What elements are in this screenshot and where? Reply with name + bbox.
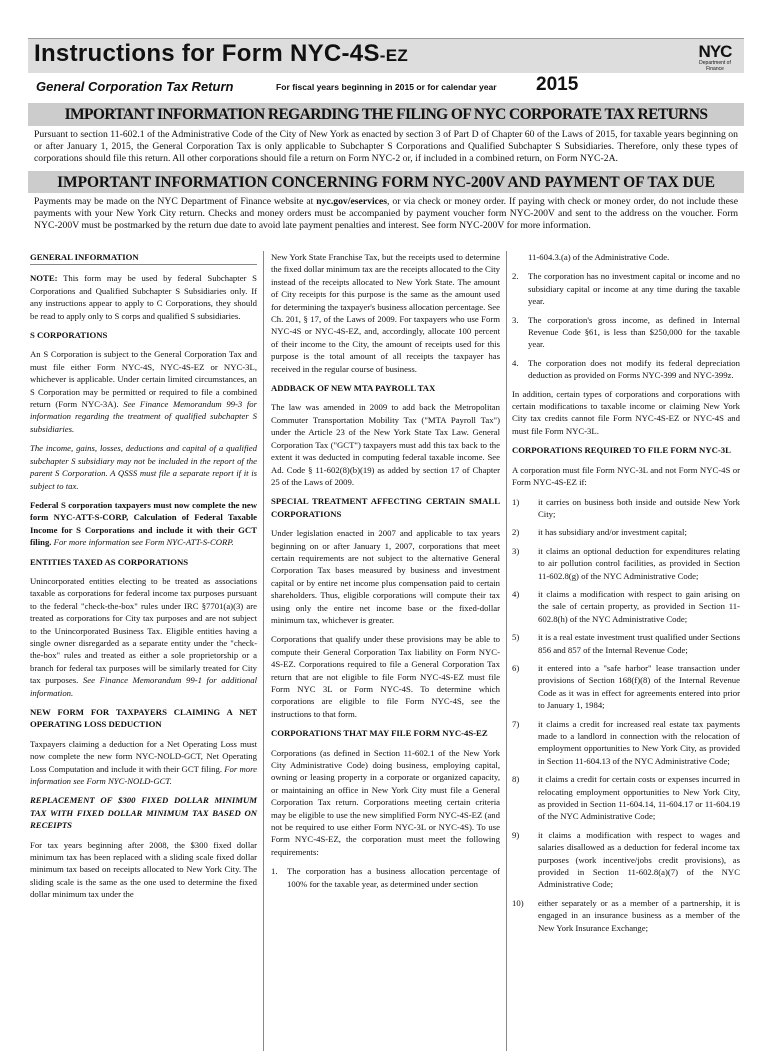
mta-heading: ADDBACK OF NEW MTA PAYROLL TAX [271, 383, 436, 394]
list-item [512, 829, 740, 891]
nol-italic: For more information see Form NYC-NOLD-GCT. [30, 763, 257, 787]
qualify-paragraph: Corporations that qualify under these provisions may be able to compute their General Corporation Tax liability on Form NYC-4S-EZ. Corporations required to file a General Corporation Tax return that are not eligible to file Form NYC-4S-EZ must file Form NYC 3L or Form NYC-4S. To determine which corporations are eligible to file Form NYC-4S, see the instructions to that form. [271, 634, 500, 719]
fed-s-corp-paragraph [30, 499, 257, 549]
list-text: either separately or as a member of a partnership, it is engaged in an insurance business as a member of the New York Insurance Exchange; [538, 897, 740, 933]
list-item [512, 631, 740, 656]
list-text: it carries on business both inside and outside New York City; [538, 496, 740, 519]
column-3 [512, 251, 740, 940]
s-corp-heading: S CORPORATIONS [30, 330, 108, 341]
entities-text: Unincorporated entities electing to be treated as associations taxable as corporations for federal income tax purposes pursuant to the federal "check-the-box" rules under IRC §7701(a)(3) are treated as corporations for City tax purposes and are not subject to the Unincorporated Business Tax. Eligible entities having a single owner disregarded as a separate entity under the "check-the-box" rules and treated as either a sole proprietorship or a branch for federal tax purposes will be similarly treated for City tax purposes. [30, 575, 257, 686]
list-number: 3) [512, 545, 520, 556]
mta-paragraph: The law was amended in 2009 to add back the Metropolitan Commuter Transportation Mobility Tax ("MTA Payroll Tax") under the Article 23 of the New York State Tax Law. General Corporation Tax ("GCT") taxpayers must add this tax back to the extent it was deducted in computing federal taxable income. See Ad. Code § 11-602(8)(b)(19) as added by section 17 of Chapter 25 of the Laws of 2009. [271, 402, 500, 487]
replacement-paragraph: For tax years beginning after 2008, the $300 fixed dollar minimum tax has been replaced with a sliding scale fixed dollar minimum tax based on receipts allocated to New York City. The sliding scale is the same as the one used to determine the fixed dollar minimum tax under the [30, 839, 257, 900]
s-corp-paragraph [30, 348, 257, 435]
list-number: 1) [512, 496, 520, 507]
list-item [271, 865, 500, 890]
list-number: 3. [512, 314, 519, 325]
notice2-text-b: , or via check or money order. If paying with check or money order, do not include these payments with your New York City return. Checks and money orders must be accompanied by payment voucher form NYC-200V and sent to the address on the voucher. Form NYC-200V must be postmarked by the return due date to avoid late payment penalties and interest. See form NYC-200V for more information. [34, 196, 738, 231]
notice2-text-a: Payments may be made on the NYC Department of Finance website at [34, 196, 317, 207]
list-text: it claims a modification with respect to gain arising on the sale of certain property, as provided in Section 11-602.8(h) of the NYC Administrative Code; [538, 588, 740, 624]
may-file-heading: CORPORATIONS THAT MAY FILE FORM NYC-4S-EZ [271, 728, 488, 739]
columns [28, 251, 744, 1051]
title-main: Instructions for Form NYC-4S [34, 40, 380, 67]
notice2-heading: IMPORTANT INFORMATION CONCERNING FORM NYC-200V AND PAYMENT OF TAX DUE [28, 171, 744, 193]
list-item [512, 897, 740, 934]
list-number: 7) [512, 718, 520, 729]
list-number: 9) [512, 829, 520, 840]
note-paragraph [30, 272, 257, 322]
req1-continued: 11-604.3.(a) of the Administrative Code. [528, 252, 670, 262]
list-number: 1. [271, 866, 278, 877]
notice2-text [28, 193, 744, 256]
small-corp-paragraph: Under legislation enacted in 2007 and applicable to tax years beginning on or after January 1, 2007, corporations that meet certain requirements are not subject to the alternative General Corporation Tax bases measured by business and investment capital or by entire net income plus compensation paid to certain shareholders. Thus, eligible corporations will compute their tax using only the entire net income base or the fixed-dollar minimum tax, whichever is greater. [271, 528, 500, 625]
list-text: The corporation does not modify its federal depreciation deduction as provided on Forms NYC-399 and NYC-399z. [528, 357, 740, 381]
eservices-link[interactable]: nyc.gov/eservices [316, 196, 388, 207]
addition-paragraph: In addition, certain types of corporations and corporations with certain modifications to taxable income or claiming New York City tax credits cannot file Form NYC-4S-EZ or NYC-4S and must file Form NYC-3L. [512, 388, 740, 436]
list-item [512, 526, 740, 538]
qsss-paragraph: The income, gains, losses, deductions and capital of a qualified subchapter S subsidiary may not be included in the report of the parent S Corporation. A QSSS must file a separate report if it is subject to tax. [30, 443, 257, 491]
list-text: The corporation has a business allocation percentage of 100% for the taxable year, as determined under section [287, 866, 500, 889]
column-1 [30, 251, 264, 1051]
entities-heading: ENTITIES TAXED AS CORPORATIONS [30, 556, 189, 567]
subtitle-row [28, 73, 744, 99]
list-text: it entered into a "safe harbor" lease transaction under provisions of Section 168(f)(8) of the Internal Revenue Code as it was in effect for agreements entered into prior to January 1, 1984; [538, 662, 740, 711]
list-item [512, 588, 740, 625]
tax-year: 2015 [536, 74, 579, 95]
list-text: The corporation has no investment capital or income and no subsidiary capital or income at any time during the taxable year. [528, 271, 740, 307]
list-number: 2) [512, 527, 520, 538]
list-item [512, 718, 740, 768]
list-text: it claims a credit for certain costs or expenses incurred in relocating employment opportunities to New York City, as provided in Section 11-604.14, 11-604.17 or 11-604.19 of the NYC Administrative Code; [538, 774, 740, 822]
list-item [512, 662, 740, 712]
column-2 [271, 251, 507, 1051]
notice1-text: Pursuant to section 11-602.1 of the Administrative Code of the City of New York as enacted by section 3 of Part D of Chapter 60 of the Laws of 2015, for taxable years beginning on or after January 1, 2015, the General Corporation Tax is only applicable to Subchapter S Corporations and Qualified Subchapter S Subsidiaries. Therefore, only these types of corporations should file this return. All other corporations should file a return on Form NYC-2 or, if included in a combined return, on Form NYC-2A. [34, 129, 738, 164]
general-info-heading: GENERAL INFORMATION [30, 251, 257, 265]
list-number: 4. [512, 357, 519, 368]
list-text: it claims a credit for increased real estate tax payments made to a landlord in connection with the relocation of employment opportunities to New York City, as provided in Section 11-604.13 of the NYC Administrative Code; [538, 718, 740, 766]
nol-text: Taxpayers claiming a deduction for a Net Operating Loss must now complete the new form NYC-NOLD-GCT, Net Operating Loss Computation and include it with their GCT filing. [30, 738, 257, 774]
list-number: 10) [512, 897, 524, 908]
list-text: it has subsidiary and/or investment capital; [538, 527, 687, 538]
list-number: 5) [512, 632, 520, 643]
replacement-heading: REPLACEMENT OF $300 FIXED DOLLAR MINIMUM TAX WITH FIXED DOLLAR MINIMUM TAX BASED ON RECEIPTS [30, 795, 257, 831]
required-3l-intro: A corporation must file Form NYC-3L and not Form NYC-4S or Form NYC-4S-EZ if: [512, 464, 740, 488]
note-label: NOTE: [30, 273, 58, 284]
form-page [28, 38, 744, 933]
small-corp-heading: SPECIAL TREATMENT AFFECTING CERTAIN SMALL CORPORATIONS [271, 496, 500, 519]
logo-dept: Department of Finance [699, 60, 731, 72]
may-file-paragraph: Corporations (as defined in Section 11-602.1 of the New York City Administrative Code) doing business, employing capital, owning or leasing property in a corporate or organized capacity, or maintaining an office in New York City must file a General Corporation Tax return. Corporations meeting certain criteria may be eligible to use the new simplified Form NYC-4S-EZ (and not be required to use either Form NYC-3L or NYC-4S). To use Form NYC-4S-EZ, the corporation must meet the following requirements: [271, 747, 500, 857]
list-number: 8) [512, 774, 520, 785]
title-bar [28, 38, 744, 73]
list-item [512, 357, 740, 382]
list-number: 2. [512, 271, 519, 282]
list-text: The corporation's gross income, as defined in Internal Revenue Code §61, is less than $250,000 for the taxable year. [528, 314, 740, 350]
list-text: it claims a modification with respect to wages and salaries disallowed as a deduction for federal income tax purposes (work incentive/jobs credit provisions), as provided in Section 11-602.8(a)(7) of the NYC Administrative Code; [538, 829, 740, 890]
form-subtitle: General Corporation Tax Return [36, 79, 234, 94]
nol-heading: NEW FORM FOR TAXPAYERS CLAIMING A NET OPERATING LOSS DEDUCTION [30, 707, 257, 730]
s-corp-text: An S Corporation is subject to the General Corporation Tax and must file either Form NYC-4S, NYC-4S-EZ or NYC-3L, whichever is applicable. Under certain limited circumstances, an S Corporation may be permitted or required to file a combined return (Form NYC-3A). [30, 349, 257, 410]
list-number: 4) [512, 588, 520, 599]
nol-paragraph [30, 738, 257, 788]
continued-paragraph: New York State Franchise Tax, but the receipts used to determine the fixed dollar minimum tax are the receipts allocated to the City instead of the receipts allocated to New York State. The amount of City receipts for this purpose is the same as the amount used for determining the taxpayer's business allocation percentage. See Ch. 201, § 17, of the Laws of 2009. For taxpayers who use Form NYC-4S or NYC-4S-EZ, and, accordingly, allocate 100 percent of their income to the City, the amount of receipts used for this purpose is the total amount of all receipts the taxpayer has received in the regular course of business. [271, 252, 500, 374]
list-item [512, 545, 740, 582]
note-text: This form may be used by federal Subchapter S Corporations and Qualified Subchapter S Subsidiaries only. If any instructions appear to apply to C Corporations, they should be read to apply only to S corps and qualified S subsidiaries. [30, 273, 257, 321]
fiscal-note: For fiscal years beginning in 2015 or for calendar year [276, 82, 497, 92]
fed-s-corp-bold: Federal S corporation taxpayers must now complete the new form NYC-ATT-S-CORP, Calculation of Federal Taxable Income for S Corporations and include it with their GCT filing. [30, 499, 257, 548]
list-item [512, 314, 740, 351]
notice1-heading: IMPORTANT INFORMATION REGARDING THE FILING OF NYC CORPORATE TAX RETURNS [28, 103, 744, 126]
fed-s-corp-italic: For more information see Form NYC-ATT-S-CORP. [51, 537, 234, 548]
logo-word: NYC [698, 42, 732, 61]
list-item [512, 270, 740, 307]
list-number: 6) [512, 662, 520, 673]
entities-memo: See Finance Memorandum 99-1 for additional information. [30, 675, 258, 698]
list-item [512, 496, 740, 521]
required-3l-heading: CORPORATIONS REQUIRED TO FILE FORM NYC-3L [512, 445, 731, 456]
s-corp-memo: See Finance Memorandum 99-3 for information regarding the treatment of qualified subchapter S subsidiaries. [30, 399, 257, 434]
list-text: it claims an optional deduction for expenditures relating to air pollution control facilities, as provided in Section 11-602.8(g) of the NYC Administrative Code; [538, 545, 740, 581]
entities-paragraph [30, 575, 257, 699]
title-suffix: -EZ [379, 46, 409, 65]
list-item [512, 773, 740, 823]
nyc-logo [692, 43, 738, 72]
list-text: it is a real estate investment trust qualified under Sections 856 and 857 of the Internal Revenue Code; [538, 632, 740, 655]
page-title [34, 40, 408, 68]
